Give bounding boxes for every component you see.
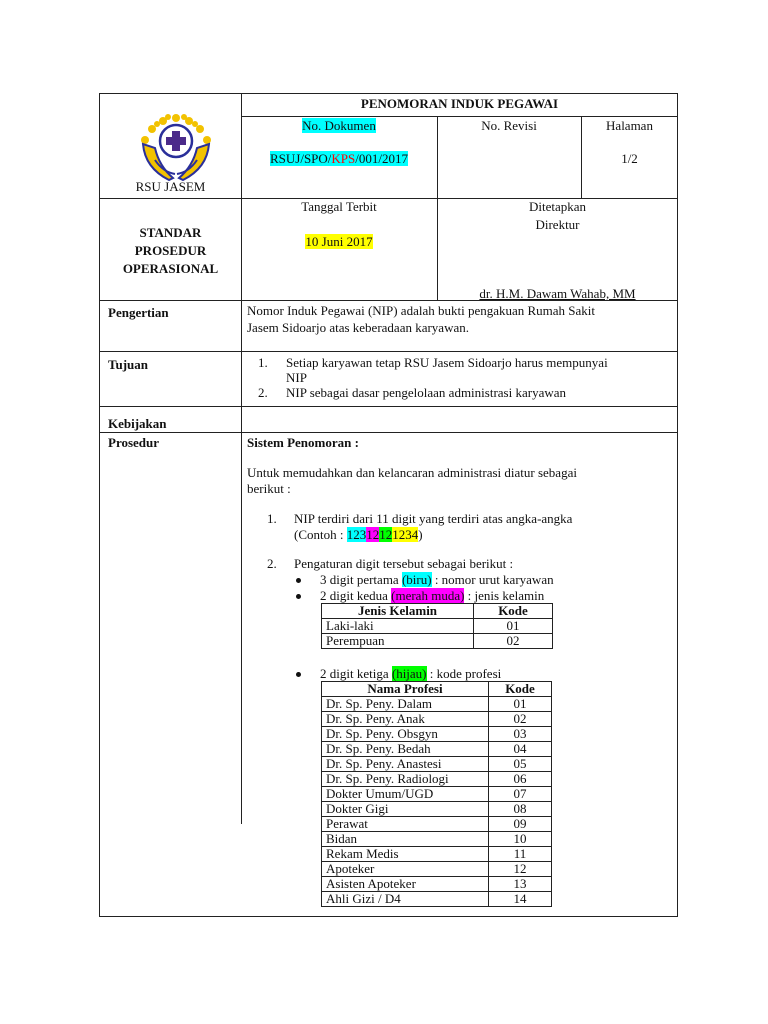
approver-title: Direktur <box>535 217 580 232</box>
bullet-second-digits: 2 digit kedua (merah muda) : jenis kelamin <box>320 588 545 603</box>
pengertian-label: Pengertian <box>108 305 169 320</box>
profession-code: 13 <box>489 877 552 892</box>
issue-date-label: Tanggal Terbit <box>301 199 377 214</box>
profession-code: 05 <box>489 757 552 772</box>
table-row <box>322 877 552 892</box>
doc-number: RSUJ/SPO/KPS/001/2017 <box>269 151 408 166</box>
bullet-icon <box>296 594 301 599</box>
table-row <box>322 712 552 727</box>
title-divider <box>241 116 678 117</box>
table-row <box>322 787 552 802</box>
hospital-logo <box>133 108 219 186</box>
table-row <box>322 697 552 712</box>
bullet-third-digits: 2 digit ketiga (hijau) : kode profesi <box>320 666 502 681</box>
sop-document <box>99 93 678 917</box>
revision-label: No. Revisi <box>481 118 537 133</box>
item-2-number: 2. <box>267 556 277 571</box>
prosedur-label: Prosedur <box>108 435 160 450</box>
table-row <box>322 757 552 772</box>
table-header-row: Nama Profesi Kode <box>322 682 552 697</box>
profession-name: Bidan <box>322 832 489 847</box>
bullet-first-digits: 3 digit pertama (biru) : nomor urut karyawan <box>320 572 554 587</box>
bullet-icon <box>296 672 301 677</box>
profession-name: Perawat <box>322 817 489 832</box>
doc-number-label: No. Dokumen <box>302 118 376 133</box>
prosedur-intro: Untuk memudahkan dan kelancaran administrasi diatur sebagai berikut : <box>247 465 577 496</box>
profession-name: Dokter Umum/UGD <box>322 787 489 802</box>
profession-name: Dokter Gigi <box>322 802 489 817</box>
profession-code: 09 <box>489 817 552 832</box>
table-header-row: Jenis Kelamin Kode <box>322 604 553 619</box>
table-row: Perempuan 02 <box>322 634 553 649</box>
profession-code: 12 <box>489 862 552 877</box>
profession-name: Rekam Medis <box>322 847 489 862</box>
prosedur-heading: Sistem Penomoran : <box>247 435 359 450</box>
profession-code: 02 <box>489 712 552 727</box>
profession-code: 06 <box>489 772 552 787</box>
profession-code: 04 <box>489 742 552 757</box>
tujuan-list: 1. Setiap karyawan tetap RSU Jasem Sidoarjo harus mempunyai NIP 2. NIP sebagai dasar pengelolaan administrasi karyawan <box>258 355 608 400</box>
tujuan-row-divider <box>100 406 678 407</box>
sop-title: STANDAR PROSEDUR OPERASIONAL <box>122 225 219 276</box>
table-row <box>322 772 552 787</box>
profession-code: 01 <box>489 697 552 712</box>
table-row <box>322 847 552 862</box>
pengertian-row-divider <box>100 351 678 352</box>
tujuan-item: 2. NIP sebagai dasar pengelolaan administrasi karyawan <box>258 385 567 400</box>
kebijakan-label: Kebijakan <box>108 416 167 431</box>
profession-name: Dr. Sp. Peny. Anak <box>322 712 489 727</box>
item-1-text: NIP terdiri dari 11 digit yang terdiri atas angka-angka (Contoh : 12312121234) <box>294 511 573 542</box>
profession-name: Asisten Apoteker <box>322 877 489 892</box>
issue-date: 10 Juni 2017 <box>305 234 373 249</box>
hospital-name: RSU JASEM <box>135 179 206 194</box>
table-row <box>322 727 552 742</box>
page-label: Halaman <box>606 118 653 133</box>
profession-code: 10 <box>489 832 552 847</box>
profession-name: Dr. Sp. Peny. Obsgyn <box>322 727 489 742</box>
tujuan-item: 1. Setiap karyawan tetap RSU Jasem Sidoarjo harus mempunyai <box>258 355 608 370</box>
table-row <box>322 892 552 907</box>
profession-name: Apoteker <box>322 862 489 877</box>
profession-code: 14 <box>489 892 552 907</box>
table-row <box>322 862 552 877</box>
table-row <box>322 742 552 757</box>
profession-table <box>321 681 552 907</box>
nip-example: (Contoh : 12312121234) <box>294 527 423 542</box>
profession-code: 03 <box>489 727 552 742</box>
kebijakan-row-divider <box>100 432 678 433</box>
table-row <box>322 817 552 832</box>
profession-name: Dr. Sp. Peny. Bedah <box>322 742 489 757</box>
item-2-text: Pengaturan digit tersebut sebagai berikut : <box>294 556 514 571</box>
table-row <box>322 802 552 817</box>
profession-code: 07 <box>489 787 552 802</box>
profession-code: 11 <box>489 847 552 862</box>
page-value: 1/2 <box>621 151 638 166</box>
item-1-number: 1. <box>267 511 277 526</box>
table-row: Laki-laki 01 <box>322 619 553 634</box>
approver-name: dr. H.M. Dawam Wahab, MM <box>479 286 636 301</box>
document-title: PENOMORAN INDUK PEGAWAI <box>360 96 559 111</box>
profession-code: 08 <box>489 802 552 817</box>
approved-label: Ditetapkan <box>528 199 587 214</box>
bullet-icon <box>296 578 301 583</box>
profession-name: Ahli Gizi / D4 <box>322 892 489 907</box>
tujuan-label: Tujuan <box>108 357 148 372</box>
gender-table <box>321 603 553 649</box>
table-row <box>322 832 552 847</box>
profession-name: Dr. Sp. Peny. Anastesi <box>322 757 489 772</box>
pengertian-text: Nomor Induk Pegawai (NIP) adalah bukti pengakuan Rumah Sakit Jasem Sidoarjo atas keberadaan karyawan. <box>247 303 596 335</box>
profession-name: Dr. Sp. Peny. Radiologi <box>322 772 489 787</box>
profession-name: Dr. Sp. Peny. Dalam <box>322 697 489 712</box>
